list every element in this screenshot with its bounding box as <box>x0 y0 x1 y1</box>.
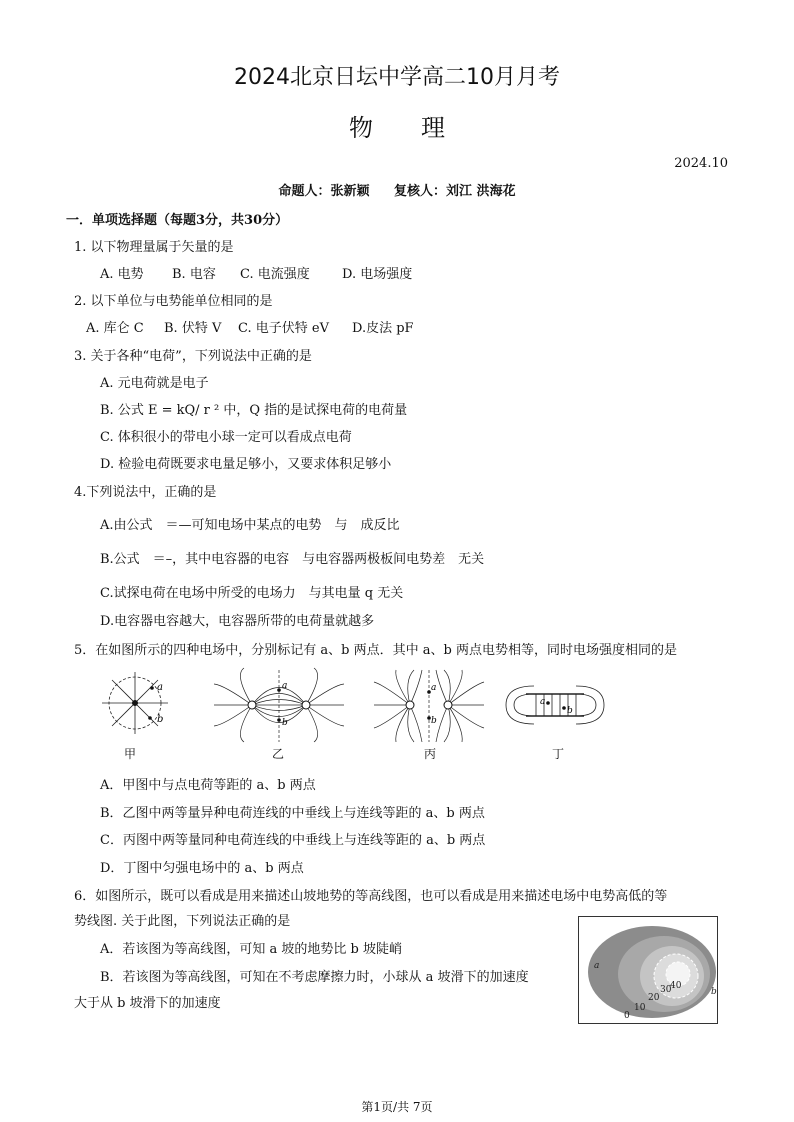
slope-label-b: b <box>711 987 717 997</box>
q1-stem: 1. 以下物理量属于矢量的是 <box>74 240 234 255</box>
q2-option-b: B. 伏特 V <box>164 321 222 336</box>
label-a: a <box>540 697 546 707</box>
figure-label-yi: 乙 <box>272 747 285 761</box>
q1-option-a: A. 电势 <box>100 267 144 282</box>
q6-stem-line2: 势线图. 关于此图，下列说法正确的是 <box>74 914 291 929</box>
q1-option-d: D. 电场强度 <box>342 267 413 282</box>
point-a <box>546 701 550 705</box>
q6-stem-line1: 6．如图所示，既可以看成是用来描述山坡地势的等高线图，也可以看成是用来描述电场中电势高低的等 <box>74 889 668 904</box>
point-b <box>277 718 281 722</box>
field-line <box>306 705 318 742</box>
figure-ding <box>512 672 598 738</box>
slope-label-a: a <box>594 961 600 971</box>
point-a <box>277 688 281 692</box>
label-b: b <box>282 718 288 728</box>
exam-date: 2024.10 <box>674 156 728 171</box>
q4-option-b: B.公式 ＝–，其中电容器的电容 与电容器两极板间电势差 无关 <box>100 552 485 567</box>
exam-title: 2024北京日坛中学高二10月月考 <box>234 65 560 90</box>
q5-option-b: B．乙图中两等量异种电荷连线的中垂线上与连线等距的 a、b 两点 <box>100 806 485 821</box>
field-line <box>436 705 448 742</box>
contour-label-0: 0 <box>624 1011 630 1021</box>
contour-map <box>578 916 718 1024</box>
figure-jia <box>100 670 170 740</box>
point-b <box>562 706 566 710</box>
authors-line <box>0 180 794 199</box>
page-footer: 第1页/共 7页 <box>361 1100 433 1114</box>
field-line <box>306 668 318 705</box>
field-line <box>444 670 450 705</box>
label-a: a <box>282 681 288 691</box>
charge-right <box>444 701 452 709</box>
label-b: b <box>567 706 573 716</box>
q5-option-a: A．甲图中与点电荷等距的 a、b 两点 <box>100 778 316 793</box>
field-line <box>444 705 450 742</box>
field-line <box>448 682 484 705</box>
q3-stem: 3. 关于各种“电荷”，下列说法中正确的是 <box>74 349 312 364</box>
q3-option-b: B. 公式 E = kQ/ r ² 中，Q 指的是试探电荷的电荷量 <box>100 403 408 418</box>
label-a: a <box>431 683 437 693</box>
figure-bing <box>374 670 484 742</box>
field-line <box>240 705 252 742</box>
figure-yi <box>214 670 344 742</box>
label-a: a <box>157 682 163 693</box>
q3-option-d: D. 检验电荷既要求电量足够小，又要求体积足够小 <box>100 457 392 472</box>
field-line <box>408 705 414 742</box>
field-line <box>240 668 252 705</box>
subject-title: 物理 <box>349 114 493 142</box>
q6-option-b-line2: 大于从 b 坡滑下的加速度 <box>74 996 221 1011</box>
point-a <box>150 686 154 690</box>
q4-option-d: D.电容器电容越大，电容器所带的电荷量就越多 <box>100 614 375 629</box>
figure-label-jia: 甲 <box>124 747 137 761</box>
negative-charge <box>302 701 310 709</box>
q1-option-c: C. 电流强度 <box>240 267 310 282</box>
field-line <box>374 705 410 728</box>
contour-label-40: 40 <box>670 981 682 991</box>
point-b <box>148 716 152 720</box>
figure-label-ding: 丁 <box>552 747 565 761</box>
field-line <box>410 705 422 742</box>
q2-option-a: A. 库仑 C <box>86 321 144 336</box>
q4-option-a: A.由公式 ＝—可知电场中某点的电势 与 成反比 <box>100 518 400 533</box>
contour-label-30: 30 <box>660 985 672 995</box>
positive-charge <box>248 701 256 709</box>
q3-option-c: C. 体积很小的带电小球一定可以看成点电荷 <box>100 430 352 445</box>
q5-option-c: C．丙图中两等量同种电荷连线的中垂线上与连线等距的 a、b 两点 <box>100 833 486 848</box>
field-line <box>410 670 422 705</box>
q6-option-a: A．若该图为等高线图，可知 a 坡的地势比 b 坡陡峭 <box>100 942 402 957</box>
q2-option-c: C. 电子伏特 eV <box>238 321 329 336</box>
contour-label-10: 10 <box>634 1003 646 1013</box>
q4-stem: 4.下列说法中，正确的是 <box>74 485 217 500</box>
field-line <box>448 705 484 728</box>
q6-option-b-line1: B．若该图为等高线图，可知在不考虑摩擦力时，小球从 a 坡滑下的加速度 <box>100 970 529 985</box>
label-b: b <box>157 714 164 725</box>
figure-label-bing: 丙 <box>424 747 437 761</box>
contour-label-20: 20 <box>648 993 660 1003</box>
q5-option-d: D．丁图中匀强电场中的 a、b 两点 <box>100 861 304 876</box>
section-heading: 一．单项选择题（每题3分，共30分） <box>66 213 289 228</box>
q2-option-d: D.皮法 pF <box>352 321 414 336</box>
fringe-line <box>506 686 534 724</box>
label-b: b <box>431 716 437 726</box>
q2-stem: 2. 以下单位与电势能单位相同的是 <box>74 294 273 309</box>
q3-option-a: A. 元电荷就是电子 <box>100 376 209 391</box>
fringe-line <box>576 694 596 716</box>
fringe-line <box>514 694 534 716</box>
q1-option-b: B. 电容 <box>172 267 216 282</box>
field-line <box>436 670 448 705</box>
reviewer: 复核人：刘江 洪海花 <box>394 184 516 199</box>
q5-stem: 5．在如图所示的四种电场中，分别标记有 a、b 两点．其中 a、b 两点电势相等，同时电场强度相同的是 <box>74 643 677 658</box>
charge-left <box>406 701 414 709</box>
fringe-line <box>576 686 604 724</box>
field-line <box>408 670 414 705</box>
field-line <box>374 682 410 705</box>
author: 命题人：张新颖 <box>278 184 370 199</box>
q4-option-c: C.试探电荷在电场中所受的电场力 与其电量 q 无关 <box>100 586 404 601</box>
point-charge <box>132 700 138 706</box>
